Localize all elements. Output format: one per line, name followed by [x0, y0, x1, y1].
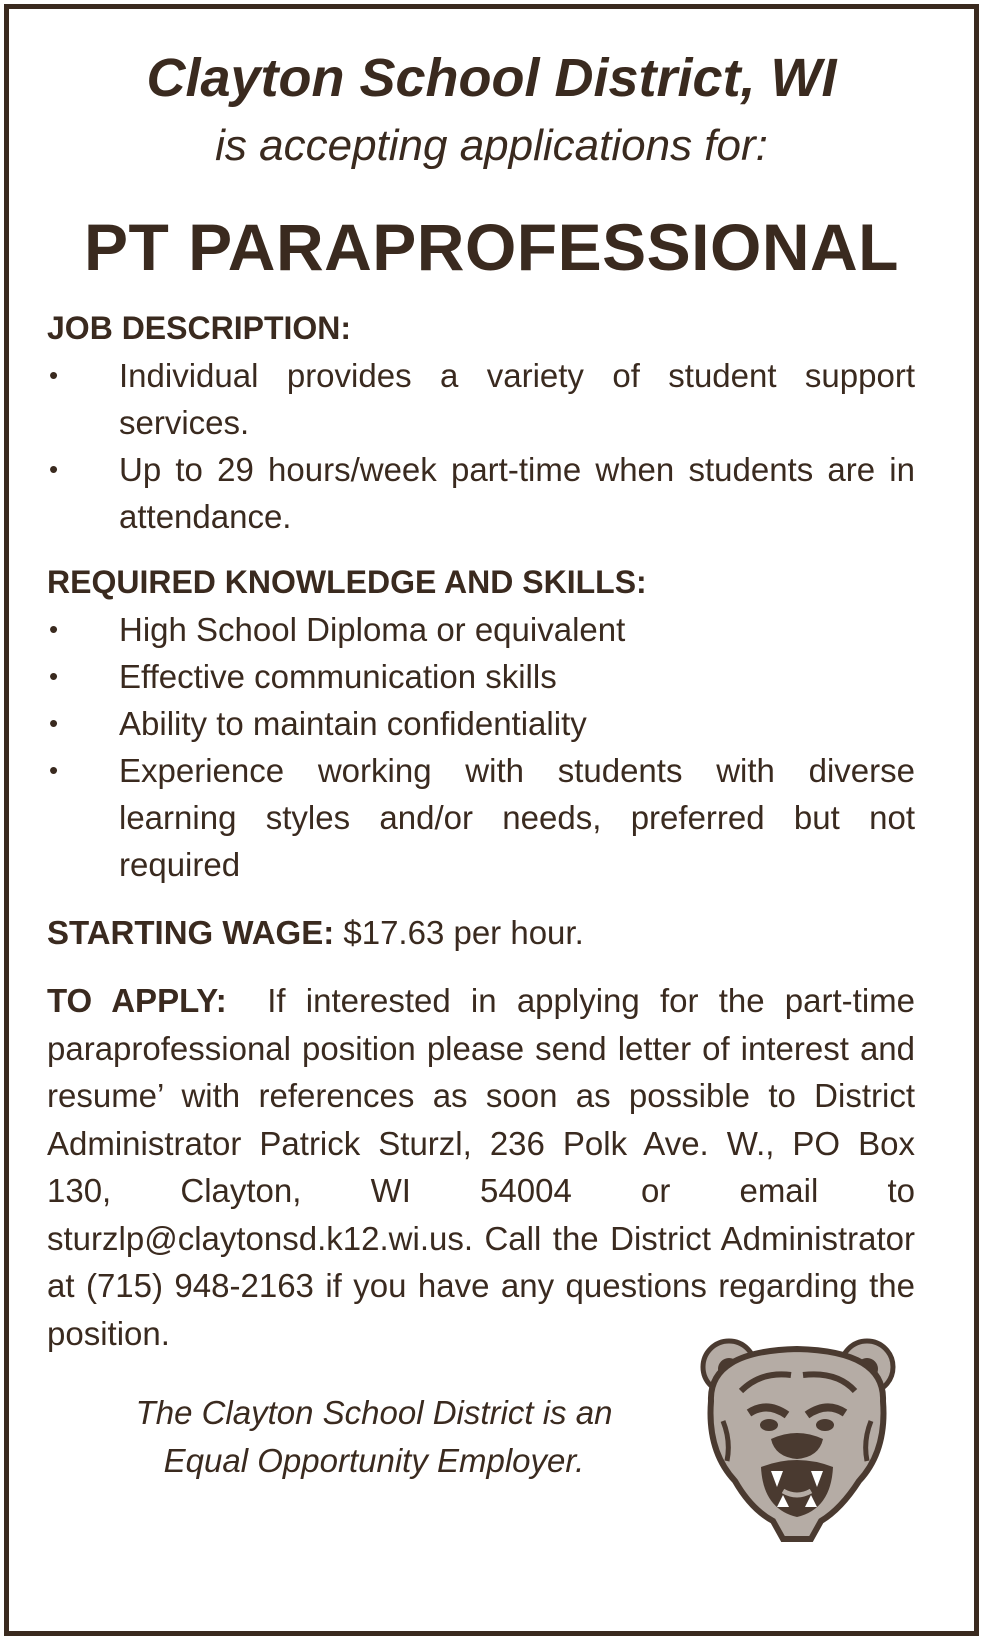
- apply-paragraph: [47, 977, 915, 1357]
- ad-frame: [4, 4, 979, 1636]
- skills-list: [47, 606, 915, 888]
- bullet-icon: •: [49, 360, 59, 390]
- wage-label: STARTING WAGE:: [47, 914, 335, 951]
- bear-mascot-icon: [691, 1331, 903, 1543]
- bullet-icon: •: [49, 454, 59, 484]
- apply-label: TO APPLY:: [47, 982, 227, 1019]
- eeo-line-1: The Clayton School District is an: [135, 1394, 613, 1431]
- skills-title: REQUIRED KNOWLEDGE AND SKILLS:: [47, 564, 647, 600]
- job-description-title: JOB DESCRIPTION:: [47, 310, 352, 346]
- accepting-subtitle: is accepting applications for:: [215, 121, 768, 170]
- wage-section: [47, 909, 915, 957]
- wage-value: $17.63 per hour.: [343, 914, 584, 951]
- list-item: • Individual provides a variety of student support services.: [47, 352, 915, 446]
- apply-section: [47, 977, 915, 1357]
- bullet-icon: •: [49, 708, 59, 738]
- list-item: • Experience working with students with diverse learning styles and/or needs, preferred but not required: [47, 747, 915, 888]
- eeo-line-2: Equal Opportunity Employer.: [163, 1442, 585, 1479]
- bullet-icon: •: [49, 755, 59, 785]
- list-item: • High School Diploma or equivalent: [47, 606, 915, 653]
- eeo-statement: [89, 1389, 659, 1485]
- skills-section: [47, 559, 915, 888]
- starting-wage: [47, 909, 915, 957]
- list-item: • Ability to maintain confidentiality: [47, 700, 915, 747]
- position-title: PT PARAPROFESSIONAL: [83, 210, 899, 284]
- bullet-icon: •: [49, 661, 59, 691]
- bullet-icon: •: [49, 614, 59, 644]
- list-item: • Up to 29 hours/week part-time when students are in attendance.: [47, 446, 915, 540]
- job-description-list: [47, 352, 915, 540]
- district-name: Clayton School District, WI: [146, 48, 837, 108]
- apply-text: If interested in applying for the part-time paraprofessional position please send letter of interest and resume’ with references as soon as possible to District Administrator Patrick Sturzl, 236 Polk Ave. W., PO Box 130, Clayton, WI 54004 or email to sturzlp@claytonsd.k12.wi.us. Call the District Administrator at (715) 948-2163 if you have any questions regarding the position.: [47, 982, 915, 1352]
- job-description-section: [47, 305, 915, 540]
- list-item: • Effective communication skills: [47, 653, 915, 700]
